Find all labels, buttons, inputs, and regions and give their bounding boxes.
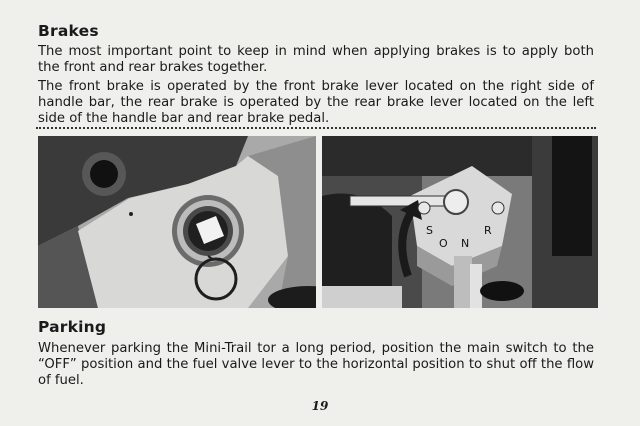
fuel-valve-illustration [322,136,598,308]
brakes-heading: Brakes [38,22,99,40]
valve-label-n: N [461,237,470,250]
parking-heading: Parking [38,318,107,336]
brakes-paragraph-1: The most important point to keep in mind when applying brakes is to apply both the front and rear brakes together. [38,44,594,76]
main-switch-illustration [38,136,316,308]
brakes-paragraph-2: The front brake is operated by the front brake lever located on the right side of handle bar, the rear brake is operated by the rear brake lever located on the left side of the handle bar and rear brake pedal. [38,79,594,127]
parking-paragraph: Whenever parking the Mini-Trail tor a long period, position the main switch to the “OFF” position and the fuel valve lever to the horizontal position to shut off the flow of fuel. [38,341,594,389]
valve-label-r: R [484,224,492,237]
page-number: 19 [311,399,329,413]
fuel-valve-photo [322,136,598,308]
dotted-divider [36,127,596,129]
main-switch-photo [38,136,316,308]
valve-label-s: S [426,224,433,237]
valve-label-o: O [439,237,448,250]
